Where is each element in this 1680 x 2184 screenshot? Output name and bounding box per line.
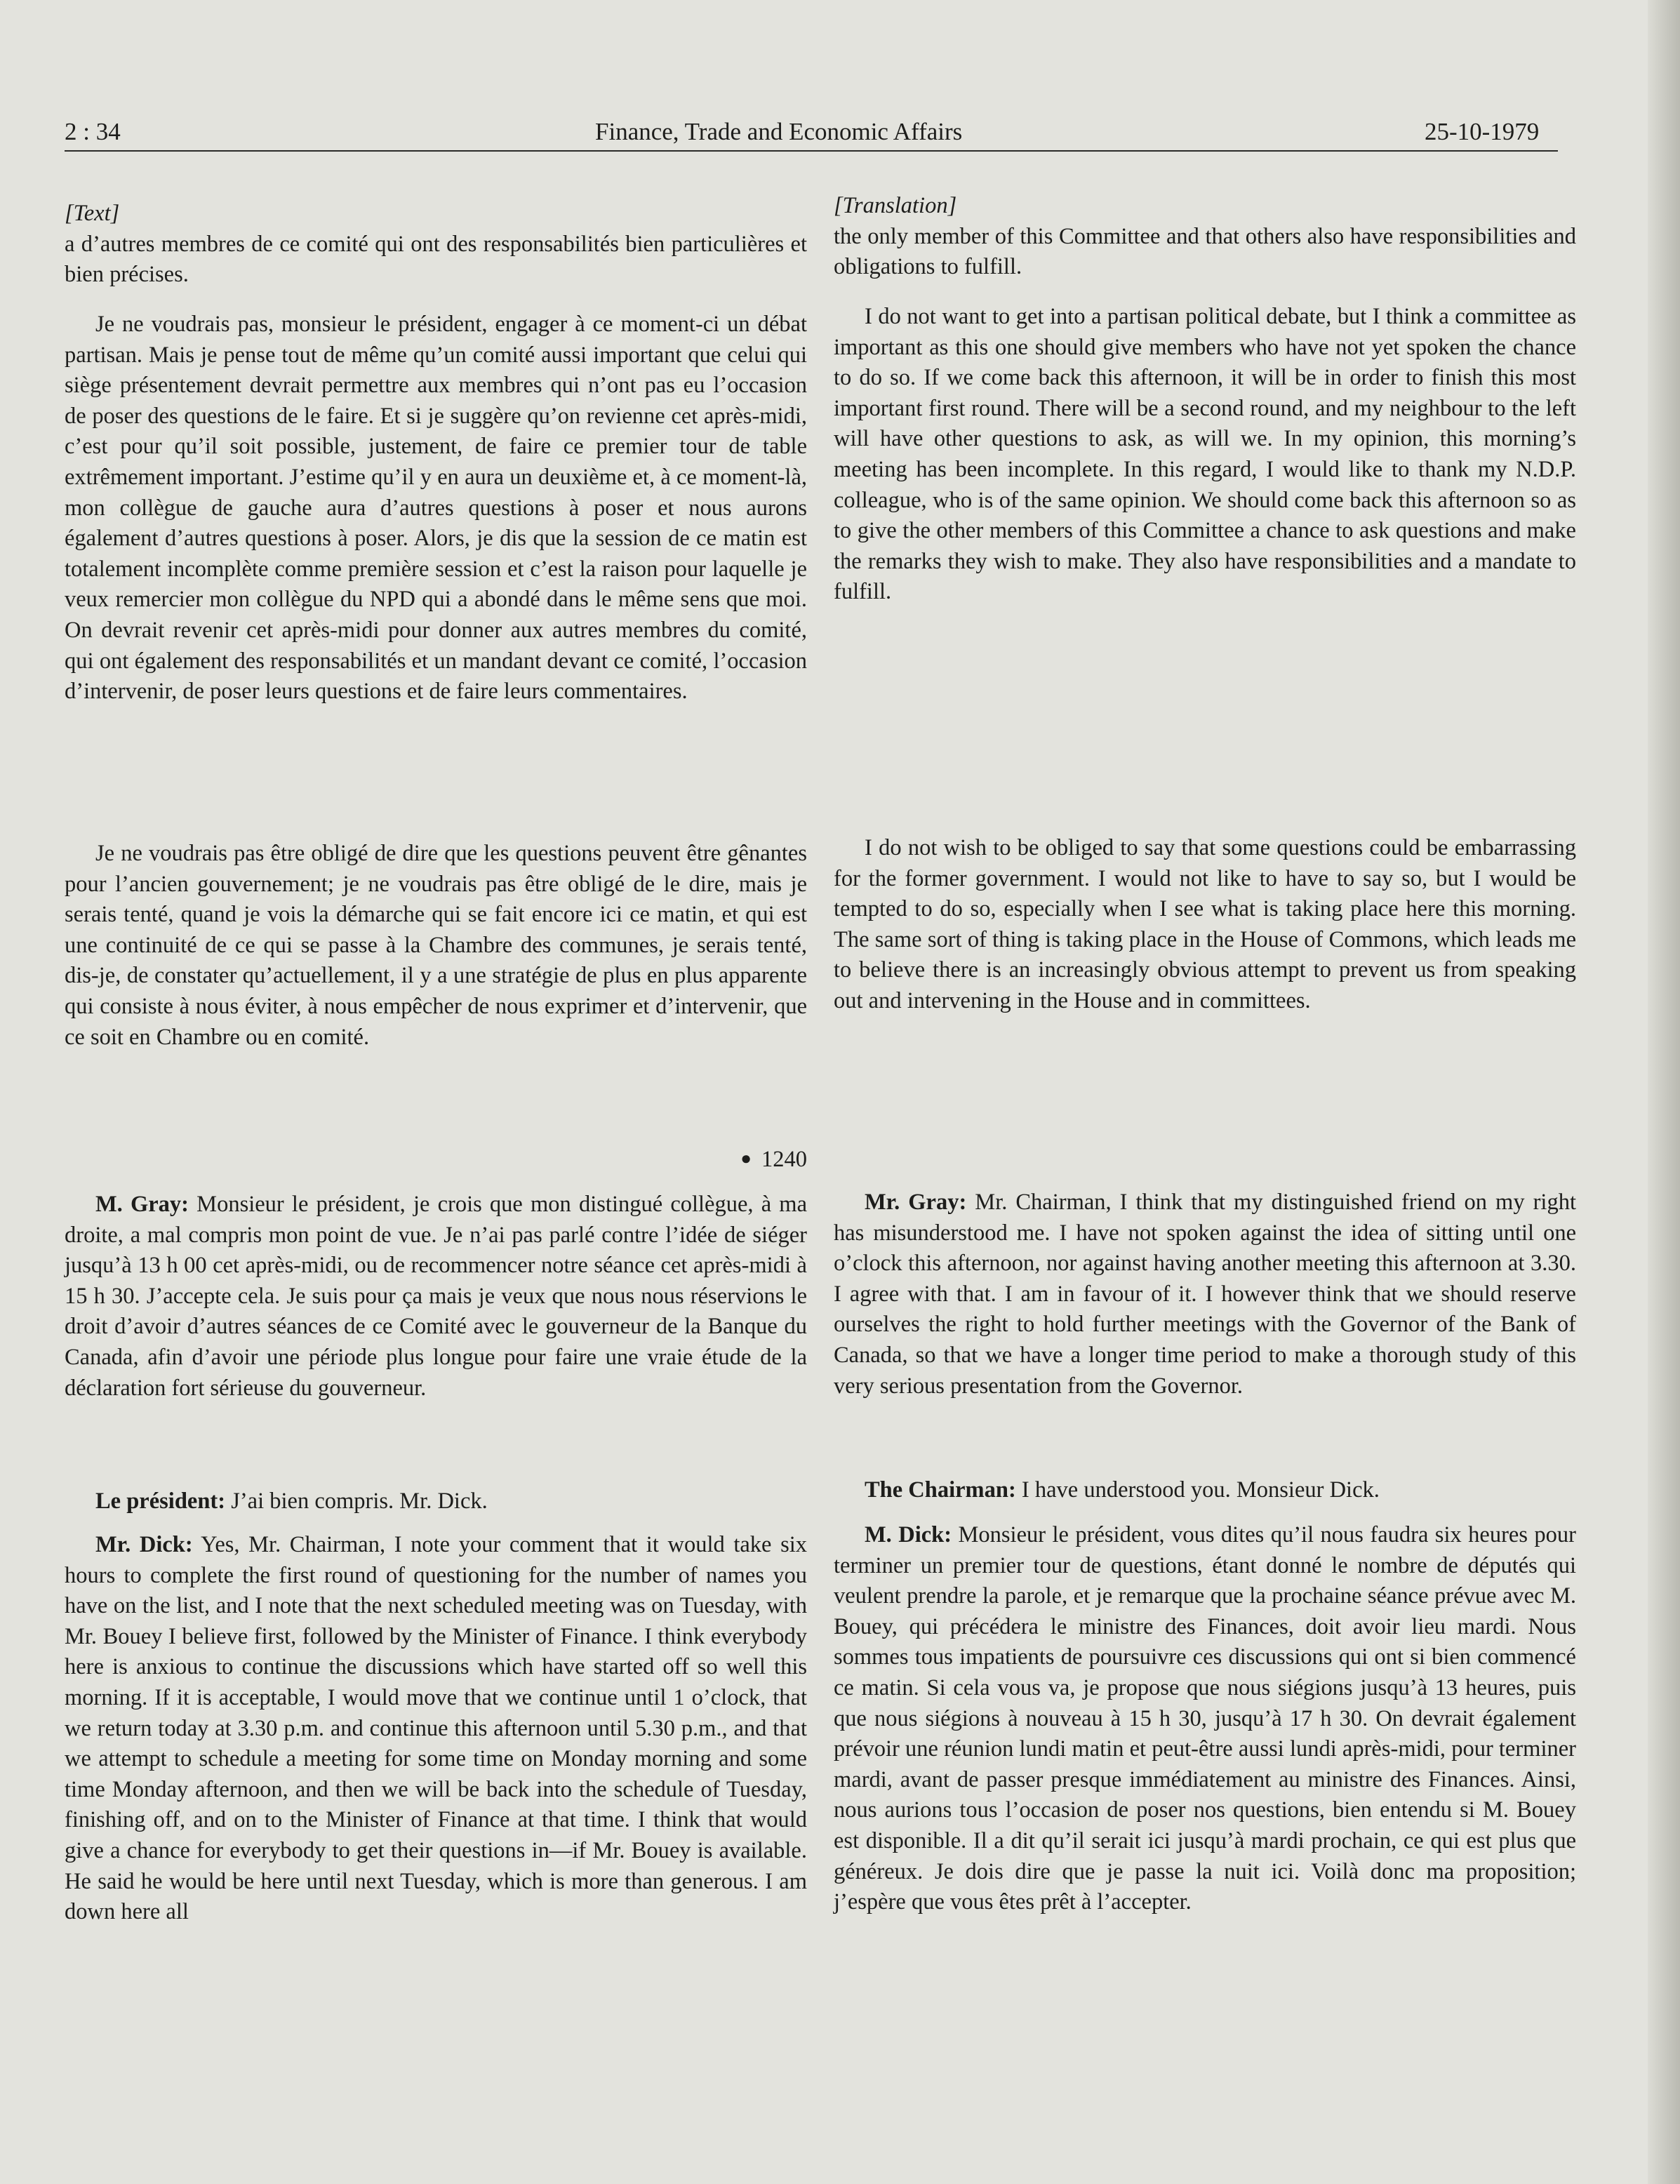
speech-text: Yes, Mr. Chairman, I note your comment that it would take six hours to complete the first round of questioning for the number of names you have on the list, and I note that the next scheduled meeting was on Tuesday, with Mr. Bouey I believe first, followed by the Minister of Finance. I think everybody here is anxious to continue the discussions which have started off so well this morning. If it is acceptable, I would move that we continue until 1 o’clock, that we return today at 3.30 p.m. and continue this afternoon until 5.30 p.m., and that we attempt to schedule a meeting for some time on Monday morning and some time Monday afternoon, and then we will be back into the schedule of Tuesday, finishing off, and on to the Minister of Finance at that time. I think that would give a chance for everybody to get their questions in—if Mr. Bouey is available. He said he would be here until next Tuesday, which is more than generous. I am down here all bbox=[65, 1532, 808, 1925]
left-paragraph-3: Je ne voudrais pas être obligé de dire que les questions peuvent être gênantes pour l’ancien gouvernement; je ne voudrais pas être obligé de le dire, mais je serais tenté, quand je vois la démarche qui se fait encore ici ce matin, et qui est une continuité de ce qui se passe à la Chambre des communes, je serais tenté, dis-je, de constater qu’actuellement, il y a une stratégie de plus en plus apparente qui consiste à nous éviter, à nous empêcher de nous exprimer et d’intervenir, que ce soit en Chambre ou en comité. bbox=[65, 841, 807, 1050]
header-rule bbox=[65, 150, 1558, 152]
right-paragraph-1: the only member of this Committee and that others also have responsibilities and obligations to fulfill. bbox=[834, 223, 1576, 280]
speech-text: I have understood you. Monsieur Dick. bbox=[1021, 1477, 1380, 1503]
speaker-name: Mr. Gray: bbox=[865, 1190, 967, 1215]
left-paragraph-2-block bbox=[65, 309, 807, 707]
speaker-name: Le président: bbox=[95, 1489, 226, 1514]
speaker-name: M. Gray: bbox=[95, 1192, 189, 1217]
right-paragraph-3-block bbox=[834, 833, 1576, 1017]
bullet-icon: ● bbox=[740, 1148, 752, 1168]
right-column-top bbox=[834, 191, 1576, 283]
page-number: 2 : 34 bbox=[65, 118, 121, 145]
speaker-name: M. Dick: bbox=[865, 1522, 952, 1547]
right-chair-intervention bbox=[834, 1475, 1576, 1506]
speech-text: Monsieur le président, vous dites qu’il nous faudra six heures pour terminer un premier tour de questions, étant donné le nombre de députés qui veulent prendre la parole, et je remarque que la prochaine séance prévue avec M. Bouey, qui précédera le ministre des Finances, doit avoir lieu mardi. Nous sommes tous impatients de poursuivre ces discussions qui ont si bien commencé ce matin. Si cela vous va, je propose que nous siégions jusqu’à 13 heures, puis que nous siégions à nouveau à 15 h 30, jusqu’à 17 h 30. On devrait également prévoir une réunion lundi matin et peut-être aussi lundi après-midi, pour terminer mardi, avant de passer presque immédiatement au ministre des Finances. Ainsi, nous aurions tous l’occasion de poser nos questions, bien entendu si M. Bouey est disponible. Il a dit qu’il serait ici jusqu’à mardi prochain, ce qui est plus que généreux. Je dois dire que je passe la nuit ici. Voilà donc ma proposition; j’espère que vous êtes prêt à l’accepter. bbox=[834, 1522, 1576, 1915]
header-date: 25-10-1979 bbox=[1425, 118, 1540, 145]
time-marker-value: 1240 bbox=[761, 1147, 807, 1172]
right-paragraph-2-block bbox=[834, 302, 1576, 608]
left-chair-intervention bbox=[65, 1486, 807, 1517]
speaker-name: The Chairman: bbox=[865, 1477, 1016, 1503]
right-gray-intervention bbox=[834, 1187, 1576, 1401]
right-column-label: [Translation] bbox=[834, 193, 957, 218]
time-marker bbox=[65, 1143, 807, 1176]
left-gray-intervention bbox=[65, 1190, 807, 1404]
running-title: Finance, Trade and Economic Affairs bbox=[595, 118, 963, 145]
speech-text: Mr. Chairman, I think that my distinguished friend on my right has misunderstood me. I have not spoken against the idea of sitting until one o’clock this afternoon, nor against having another meeting this afternoon at 3.30. I agree with that. I am in favour of it. I however think that we should reserve ourselves the right to hold further meetings with the Governor of the Bank of Canada, so that we have a longer time period to make a thorough study of this very serious presentation from the Governor. bbox=[834, 1190, 1576, 1399]
speech-text: J’ai bien compris. Mr. Dick. bbox=[231, 1489, 488, 1514]
left-column-label: [Text] bbox=[65, 201, 120, 226]
speech-text: Monsieur le président, je crois que mon distingué collègue, à ma droite, a mal compris mon point de vue. Je n’ai pas parlé contre l’idée de siéger jusqu’à 13 h 00 cet après-midi, ou de recommencer notre séance cet après-midi à 15 h 30. J’accepte cela. Je suis pour ça mais je veux que nous nous réservions le droit d’avoir d’autres séances de ce Comité avec le gouverneur de la Banque du Canada, afin d’avoir une période plus longue pour faire une vraie étude de la déclaration fort sérieuse du gouverneur. bbox=[65, 1192, 807, 1401]
right-paragraph-2: I do not want to get into a partisan political debate, but I think a committee as important as this one should give members who have not yet spoken the chance to do so. If we come back this afternoon, it will be in order to finish this most important first round. There will be a second round, and my neighbour to the left will have other questions to ask, as will we. In my opinion, this morning’s meeting has been incomplete. In this regard, I would like to thank my N.D.P. colleague, who is of the same opinion. We should come back this afternoon so as to give the other members of this Committee a chance to ask questions and make the remarks they wish to make. They also have responsibilities and a mandate to fulfill. bbox=[834, 304, 1576, 605]
left-paragraph-2: Je ne voudrais pas, monsieur le président, engager à ce moment-ci un débat partisan. Mais je pense tout de même qu’un comité aussi important que celui qui siège présentement devrait permettre aux membres qui n’ont pas eu l’occasion de poser des questions de le faire. Et si je suggère qu’on revienne cet après-midi, c’est pour qu’il soit possible, justement, de faire ce premier tour de table extrêmement important. J’estime qu’il y en aura un deuxième et, à ce moment-là, mon collègue de gauche aura d’autres questions à poser et nous aurons également d’autres questions à poser. Alors, je dis que la session de ce matin est totalement incomplète comme première session et c’est la raison pour laquelle je veux remercier mon collègue du NPD qui a abondé dans le même sens que moi. On devrait revenir cet après-midi pour donner aux autres membres du comité, qui ont également des responsabilités et un mandant devant ce comité, l’occasion d’intervenir, de poser leurs questions et de faire leurs commentaires. bbox=[65, 312, 807, 705]
left-column-top bbox=[65, 199, 807, 291]
left-paragraph-3-block bbox=[65, 839, 807, 1053]
right-paragraph-3: I do not wish to be obliged to say that some questions could be embarrassing for the former government. I would not like to have to say so, but I would be tempted to do so, especially when I see what is taking place here this morning. The same sort of thing is taking place in the House of Commons, which leads me to believe there is an increasingly obvious attempt to prevent us from speaking out and intervening in the House and in committees. bbox=[834, 835, 1576, 1013]
page-edge-shadow bbox=[1648, 0, 1680, 2184]
speaker-name: Mr. Dick: bbox=[95, 1532, 193, 1557]
left-paragraph-1: a d’autres membres de ce comité qui ont des responsabilités bien particulières et bien précises. bbox=[65, 231, 807, 288]
right-dick-intervention bbox=[834, 1520, 1576, 1918]
left-dick-intervention bbox=[65, 1530, 807, 1928]
